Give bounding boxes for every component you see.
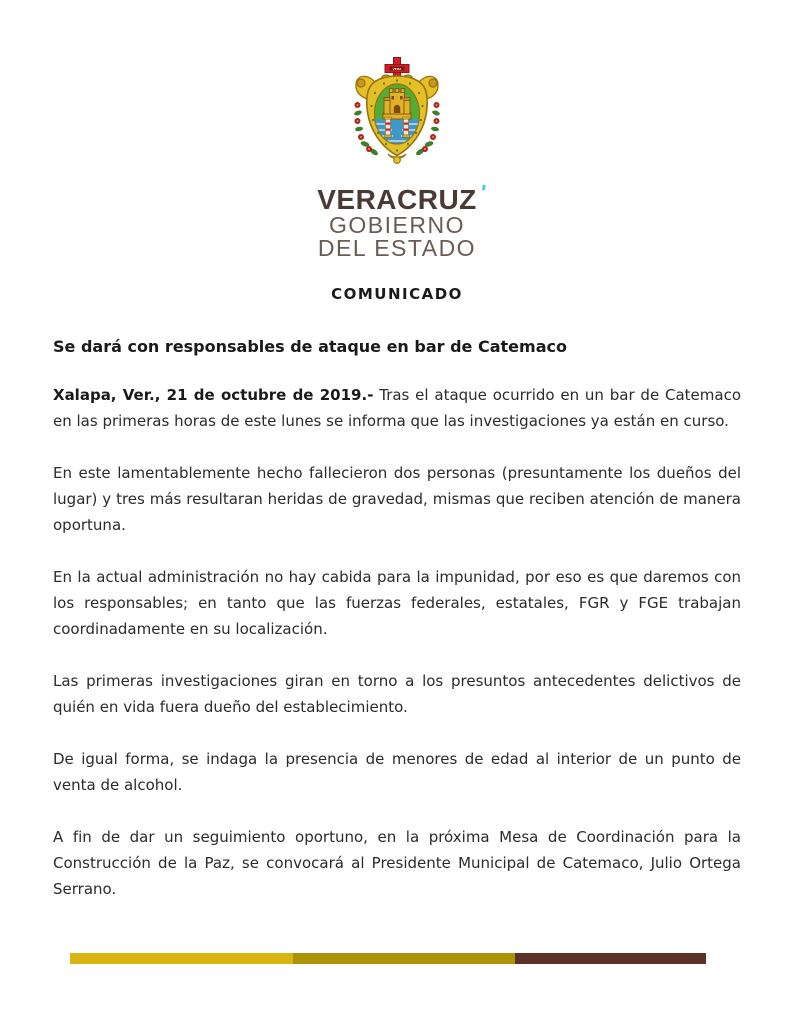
paragraph: De igual forma, se indaga la presencia de menores de edad al interior de un punto de venta de alcohol. [53,750,741,794]
paragraph: En este lamentablemente hecho fallecieron dos personas (presuntamente los dueños del lugar) y tres más resultaran heridas de gravedad, mismas que reciben atención de manera oportuna. [53,464,741,534]
lead-paragraph [53,382,741,434]
press-release-body [0,337,794,902]
paragraph: Las primeras investigaciones giran en torno a los presuntos antecedentes delictivos de quién en vida fuera dueño del establecimiento. [53,672,741,716]
lead-text: Tras el ataque ocurrido en un bar de Catemaco en las primeras horas de este lunes se informa que las investigaciones ya están en curso. [53,386,741,430]
paragraph: En la actual administración no hay cabida para la impunidad, por eso es que daremos con los responsables; en tanto que las fuerzas federales, estatales, FGR y FGE trabajan coordinadamente en su localización. [53,568,741,638]
headline: Se dará con responsables de ataque en bar de Catemaco [53,337,567,356]
veracruz-coat-of-arms-icon [347,56,447,168]
paragraph: A fin de dar un seguimiento oportuno, en la próxima Mesa de Coordinación para la Construcción de la Paz, se convocará al Presidente Municipal de Catemaco, Julio Ortega Serrano. [53,828,741,898]
government-line-2: DEL ESTADO [317,235,477,261]
dateline: Xalapa, Ver., 21 de octubre de 2019.- [53,386,374,404]
letterhead [0,0,794,303]
brand-accent-mark: ' [477,179,489,206]
footer-bar-segment-olive [293,953,515,964]
footer-bar-segment-brown [515,953,706,964]
brand-name: VERACRUZ ' [317,179,489,215]
svg-text:VERA: VERA [392,66,402,71]
footer-bar-segment-yellow [70,953,293,964]
footer-tricolor-bar [70,953,706,964]
wordmark [0,179,794,261]
government-line-1: GOBIERNO [329,212,465,238]
document-type-label: COMUNICADO [331,285,463,303]
